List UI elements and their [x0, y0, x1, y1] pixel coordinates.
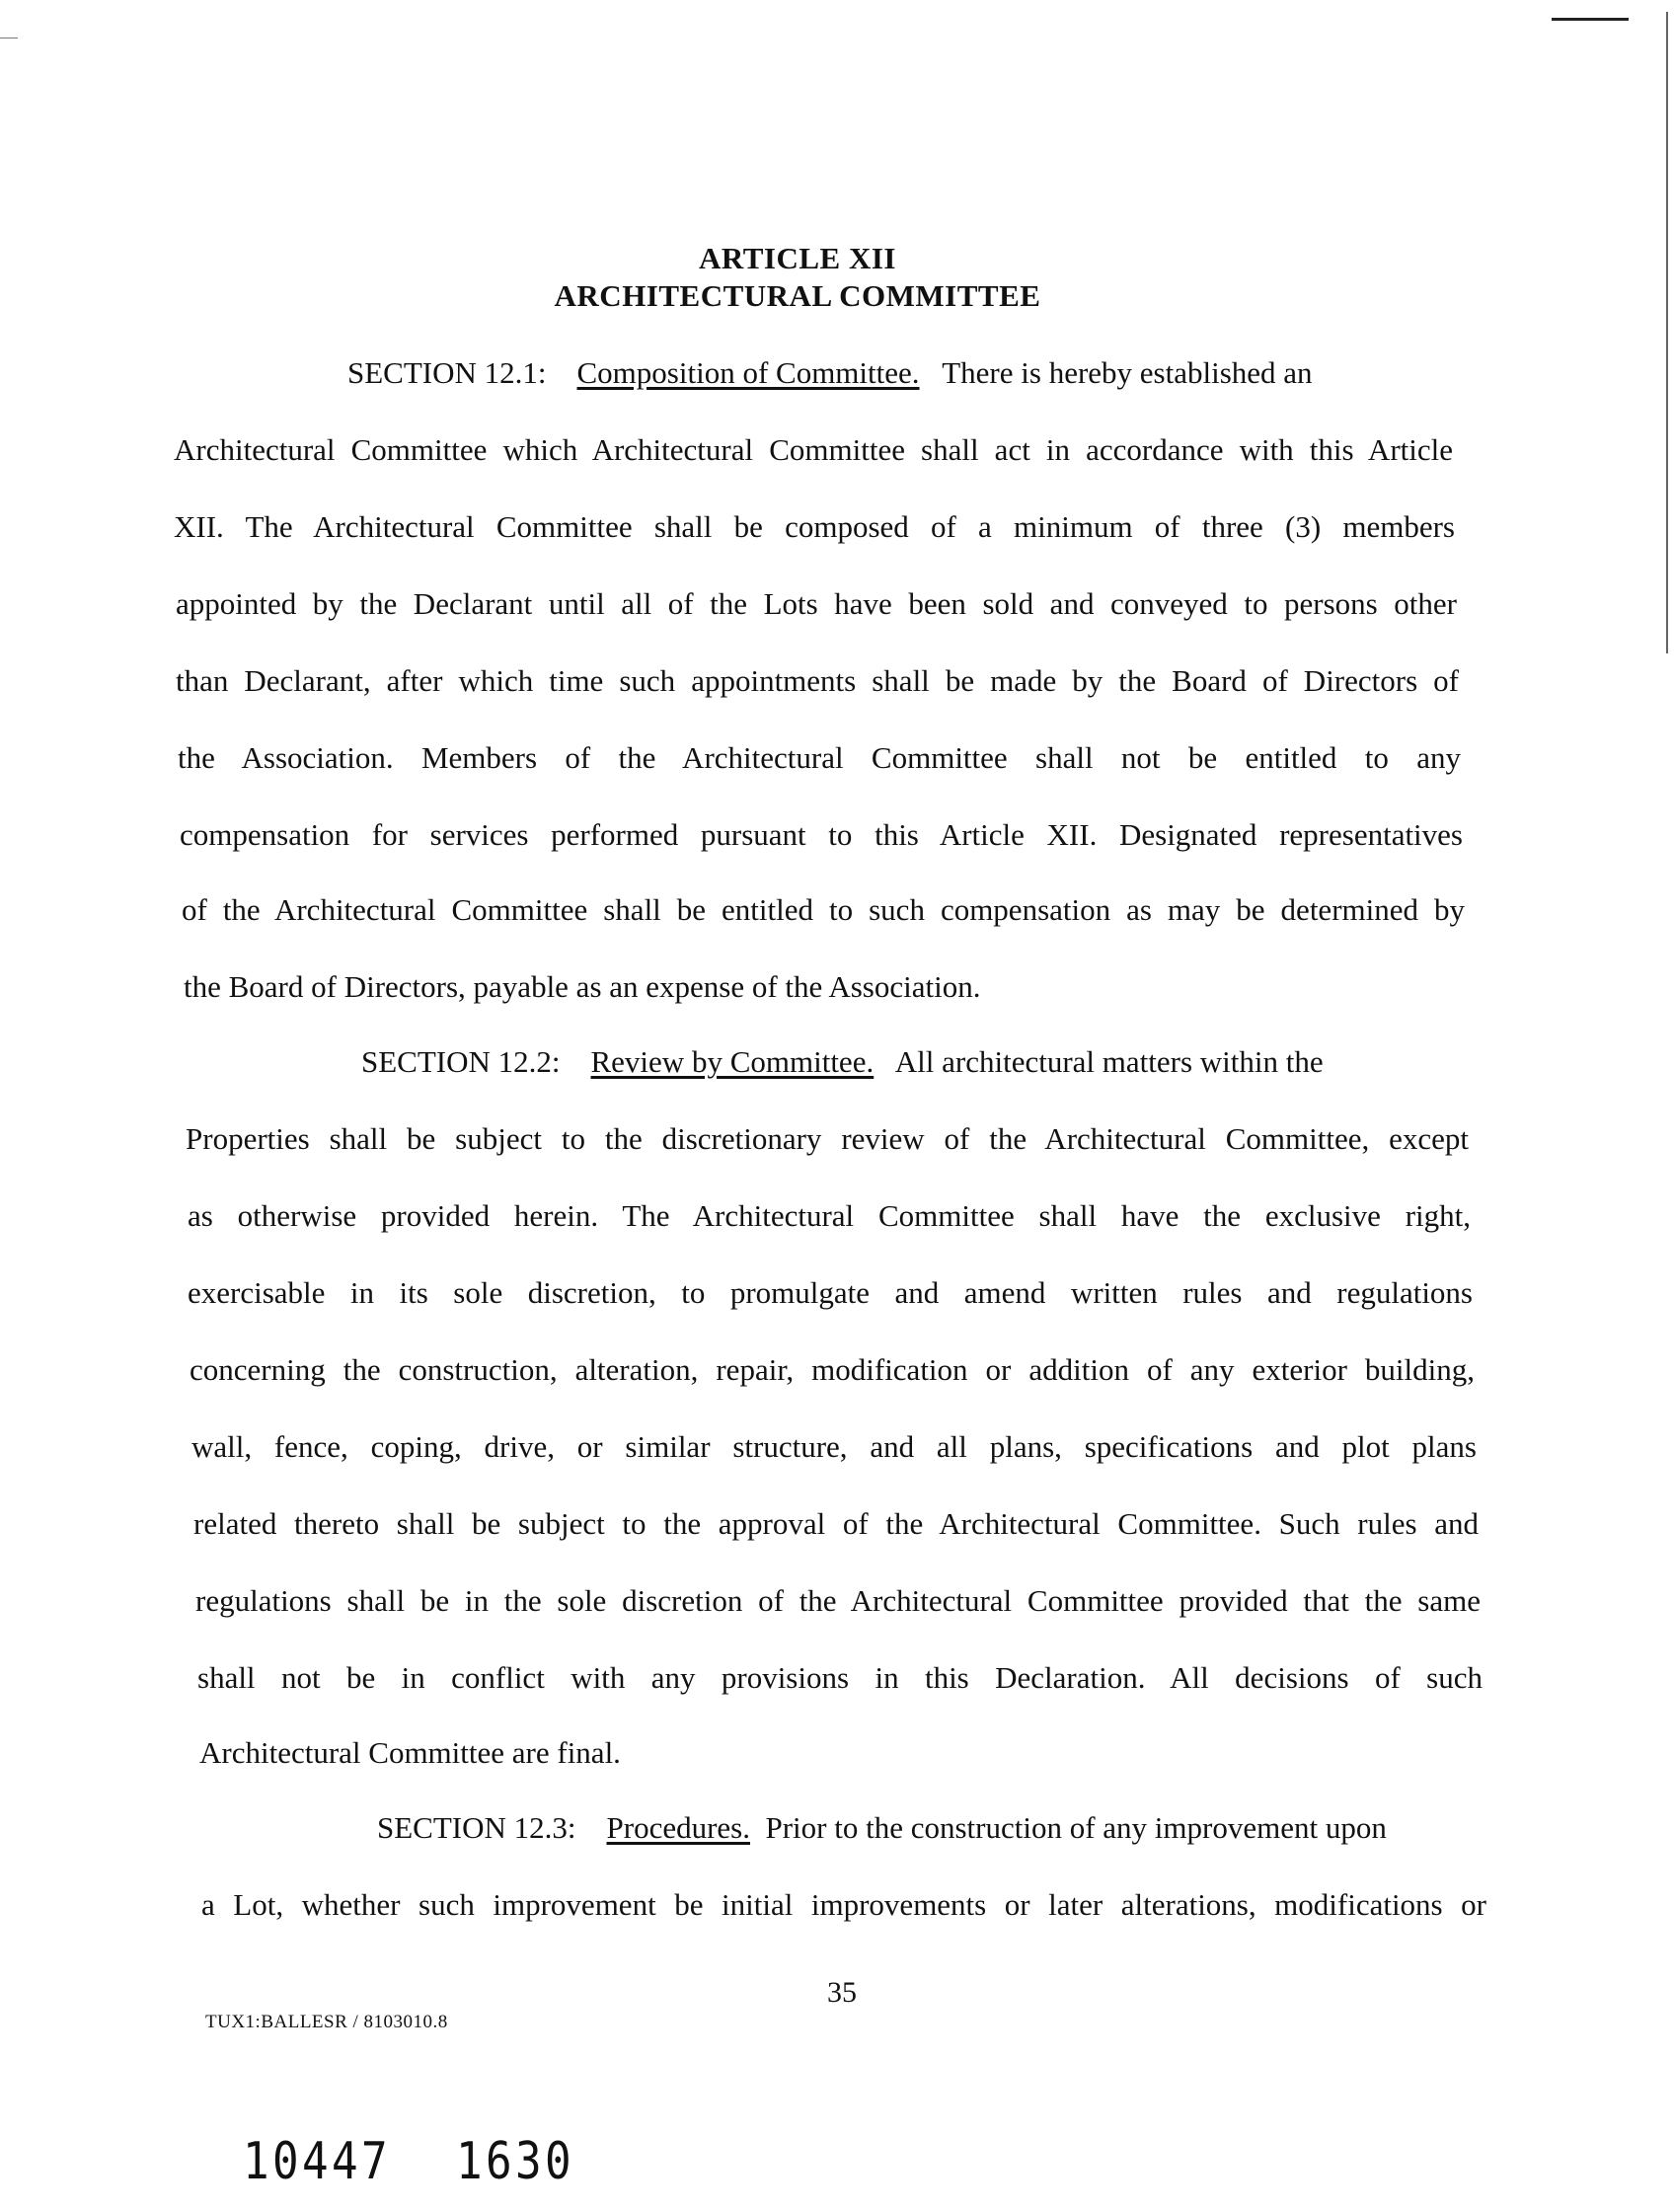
body-line: compensation for services performed pursuant to this Article XII. Designated representatives — [180, 817, 1463, 852]
body-line: shall not be in conflict with any provisions in this Declaration. All decisions of such — [197, 1660, 1483, 1695]
body-line: as otherwise provided herein. The Architectural Committee shall have the exclusive right, — [188, 1198, 1471, 1233]
recording-book-number: 10447 — [243, 2132, 392, 2191]
page-number: 35 — [827, 1976, 857, 2009]
body-line: of the Architectural Committee shall be entitled to such compensation as may be determined by — [182, 892, 1465, 927]
section-text: There is hereby established an — [942, 355, 1313, 390]
article-title: ARTICLE XII — [699, 241, 896, 275]
body-line: than Declarant, after which time such appointments shall be made by the Board of Directors of — [176, 663, 1459, 698]
section-12-1-first-line — [347, 357, 1453, 388]
section-heading: Review by Committee. — [590, 1044, 875, 1079]
section-text: Prior to the construction of any improvement upon — [765, 1810, 1387, 1845]
section-12-3-first-line — [377, 1812, 1486, 1843]
body-line: Properties shall be subject to the discretionary review of the Architectural Committee, except — [186, 1121, 1469, 1156]
article-subtitle: ARCHITECTURAL COMMITTEE — [554, 278, 1041, 313]
section-heading: Composition of Committee. — [576, 355, 920, 390]
body-line: XII. The Architectural Committee shall be composed of a minimum of three (3) members — [174, 509, 1455, 544]
body-line: appointed by the Declarant until all of the Lots have been sold and conveyed to persons other — [176, 586, 1457, 621]
body-line: Architectural Committee which Architectural Committee shall act in accordance with this Article — [174, 432, 1453, 467]
body-line: related thereto shall be subject to the approval of the Architectural Committee. Such rules and — [193, 1506, 1479, 1541]
body-line: a Lot, whether such improvement be initial improvements or later alterations, modifications or — [201, 1887, 1486, 1922]
body-line: wall, fence, coping, drive, or similar structure, and all plans, specifications and plot plans — [191, 1429, 1477, 1464]
body-line: exercisable in its sole discretion, to promulgate and amend written rules and regulations — [188, 1275, 1473, 1310]
scan-edge-right — [1666, 12, 1668, 653]
body-line: Architectural Committee are final. — [199, 1735, 621, 1770]
section-heading: Procedures. — [606, 1810, 750, 1845]
document-code: TUX1:BALLESR / 8103010.8 — [205, 2012, 448, 2032]
scan-mark-top-right — [1552, 18, 1629, 21]
section-label: SECTION 12.2: — [361, 1044, 561, 1079]
section-text: All architectural matters within the — [894, 1044, 1324, 1079]
body-line: the Board of Directors, payable as an expense of the Association. — [184, 969, 981, 1004]
section-label: SECTION 12.1: — [347, 355, 547, 390]
body-line: regulations shall be in the sole discretion of the Architectural Committee provided that the same — [195, 1583, 1481, 1618]
body-line: the Association. Members of the Architectural Committee shall not be entitled to any — [178, 740, 1461, 775]
body-line: concerning the construction, alteration, repair, modification or addition of any exterior building, — [190, 1352, 1475, 1387]
section-label: SECTION 12.3: — [377, 1810, 576, 1845]
section-12-2-first-line — [361, 1046, 1467, 1077]
recording-page-number: 1630 — [456, 2132, 575, 2191]
